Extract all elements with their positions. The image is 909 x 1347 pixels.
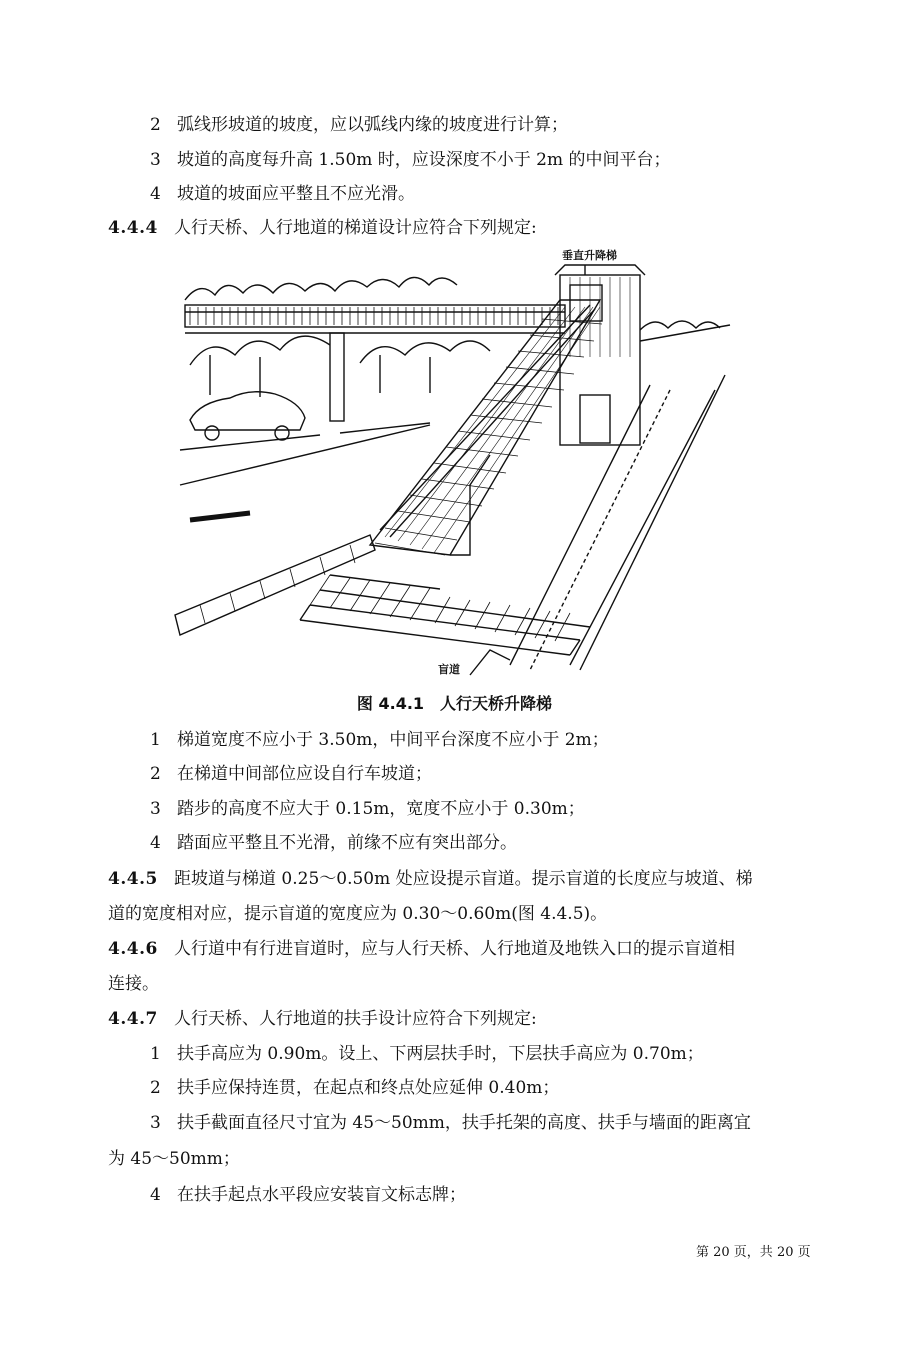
figure-caption: 图 4.4.1 人行天桥升降梯 — [356, 694, 553, 713]
footbridge-elevator-illustration — [170, 245, 740, 685]
list-item: 2 扶手应保持连贯，在起点和终点处应延伸 0.40m； — [150, 1078, 560, 1098]
list-item: 2 在梯道中间部位应设自行车坡道； — [150, 764, 432, 784]
elevator-label: 垂直升降梯 — [562, 249, 617, 262]
list-item: 1 梯道宽度不应小于 3.50m，中间平台深度不应小于 2m； — [150, 730, 609, 750]
list-item: 3 扶手截面直径尺寸宜为 45～50mm，扶手托架的高度、扶手与墙面的距离宜 — [150, 1113, 751, 1133]
clause-4-4-5: 4.4.5 距坡道与梯道 0.25～0.50m 处应设提示盲道。提示盲道的长度应与坡道、梯 — [108, 869, 753, 889]
list-item: 1 扶手高应为 0.90m。设上、下两层扶手时，下层扶手高应为 0.70m； — [150, 1044, 704, 1064]
list-item: 3 坡道的高度每升高 1.50m 时，应设深度不小于 2m 的中间平台； — [150, 150, 671, 170]
list-item: 3 踏步的高度不应大于 0.15m，宽度不应小于 0.30m； — [150, 799, 585, 819]
clause-4-4-7: 4.4.7 人行天桥、人行地道的扶手设计应符合下列规定: — [108, 1009, 537, 1029]
list-item: 4 踏面应平整且不光滑，前缘不应有突出部分。 — [150, 833, 517, 853]
clause-4-4-6-cont: 连接。 — [108, 974, 159, 994]
list-item: 4 在扶手起点水平段应安装盲文标志牌； — [150, 1185, 466, 1205]
tactile-paving-label: 盲道 — [438, 663, 460, 676]
list-item: 2 弧线形坡道的坡度，应以弧线内缘的坡度进行计算； — [150, 115, 568, 135]
list-item: 4 坡道的坡面应平整且不应光滑。 — [150, 184, 415, 204]
clause-4-4-5-cont: 道的宽度相对应，提示盲道的宽度应为 0.30～0.60m(图 4.4.5)。 — [108, 904, 608, 924]
page-number: 第 20 页，共 20 页 — [696, 1245, 811, 1260]
list-item-cont: 为 45～50mm； — [108, 1149, 240, 1169]
clause-4-4-6: 4.4.6 人行道中有行进盲道时，应与人行天桥、人行地道及地铁入口的提示盲道相 — [108, 939, 735, 959]
clause-4-4-4: 4.4.4 人行天桥、人行地道的梯道设计应符合下列规定: — [108, 218, 537, 238]
